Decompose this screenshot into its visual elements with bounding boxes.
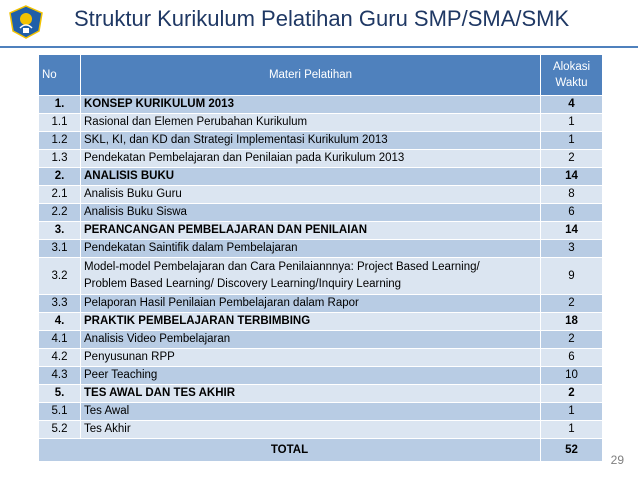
row-waktu: 2 [541,150,603,168]
table-row [39,258,603,295]
page-number: 29 [610,453,624,467]
total-label: TOTAL [39,439,541,462]
table-row [39,240,603,258]
row-number: 4. [39,313,81,331]
row-materi [81,258,541,295]
row-materi: Pelaporan Hasil Penilaian Pembelajaran dalam Rapor [81,295,541,313]
row-waktu: 2 [541,385,603,403]
row-waktu: 1 [541,114,603,132]
table-row [39,222,603,240]
row-materi: Rasional dan Elemen Perubahan Kurikulum [81,114,541,132]
row-number: 4.3 [39,367,81,385]
row-number: 3.2 [39,258,81,295]
table-row [39,132,603,150]
row-waktu: 2 [541,331,603,349]
row-number: 1.3 [39,150,81,168]
row-waktu: 3 [541,240,603,258]
table-row [39,421,603,439]
row-number: 5.1 [39,403,81,421]
row-materi: Analisis Buku Siswa [81,204,541,222]
row-materi: Penyusunan RPP [81,349,541,367]
header-alokasi-line1: Alokasi [552,61,591,73]
row-number: 1. [39,96,81,114]
header-alokasi-line2: Waktu [555,77,588,89]
table-row [39,150,603,168]
row-number: 3.3 [39,295,81,313]
row-number: 3. [39,222,81,240]
table-row [39,114,603,132]
row-waktu: 1 [541,403,603,421]
row-materi: Pendekatan Saintifik dalam Pembelajaran [81,240,541,258]
row-waktu: 2 [541,295,603,313]
row-materi: Analisis Video Pembelajaran [81,331,541,349]
header-alokasi-waktu [541,55,603,96]
row-number: 2.1 [39,186,81,204]
table-row [39,385,603,403]
row-materi: PERANCANGAN PEMBELAJARAN DAN PENILAIAN [81,222,541,240]
title-divider [0,46,638,48]
row-materi: ANALISIS BUKU [81,168,541,186]
table-row [39,186,603,204]
row-materi: Peer Teaching [81,367,541,385]
row-waktu: 6 [541,349,603,367]
row-waktu: 1 [541,421,603,439]
table-row [39,367,603,385]
row-waktu: 1 [541,132,603,150]
table-row [39,204,603,222]
table-row [39,295,603,313]
row-waktu: 4 [541,96,603,114]
table-row [39,313,603,331]
header-materi: Materi Pelatihan [81,55,541,96]
curriculum-table [38,54,603,462]
row-materi-line1: Model-model Pembelajaran dan Cara Penilaiannnya: Project Based Learning/ [84,261,480,273]
table-row [39,331,603,349]
row-waktu: 8 [541,186,603,204]
row-number: 1.2 [39,132,81,150]
row-materi: PRAKTIK PEMBELAJARAN TERBIMBING [81,313,541,331]
row-number: 2.2 [39,204,81,222]
total-value: 52 [541,439,603,462]
row-materi: Analisis Buku Guru [81,186,541,204]
row-waktu: 10 [541,367,603,385]
row-number: 5.2 [39,421,81,439]
page-title: Struktur Kurikulum Pelatihan Guru SMP/SMA/SMK [74,6,570,31]
row-materi: Pendekatan Pembelajaran dan Penilaian pada Kurikulum 2013 [81,150,541,168]
row-waktu: 14 [541,168,603,186]
row-materi: Tes Akhir [81,421,541,439]
row-materi: KONSEP KURIKULUM 2013 [81,96,541,114]
row-number: 5. [39,385,81,403]
row-number: 2. [39,168,81,186]
row-number: 4.1 [39,331,81,349]
row-materi: TES AWAL DAN TES AKHIR [81,385,541,403]
table-row [39,168,603,186]
table-row [39,96,603,114]
header-no: No [39,55,81,96]
total-row [39,439,603,462]
row-number: 4.2 [39,349,81,367]
row-number: 1.1 [39,114,81,132]
row-materi: SKL, KI, dan KD dan Strategi Implementasi Kurikulum 2013 [81,132,541,150]
row-materi: Tes Awal [81,403,541,421]
row-number: 3.1 [39,240,81,258]
row-waktu: 9 [541,258,603,295]
table-row [39,349,603,367]
row-waktu: 18 [541,313,603,331]
table-row [39,403,603,421]
tut-wuri-handayani-logo-icon [6,4,46,40]
row-waktu: 6 [541,204,603,222]
table-header-row [39,55,603,96]
row-waktu: 14 [541,222,603,240]
row-materi-line2: Problem Based Learning/ Discovery Learning/Inquiry Learning [84,278,402,290]
